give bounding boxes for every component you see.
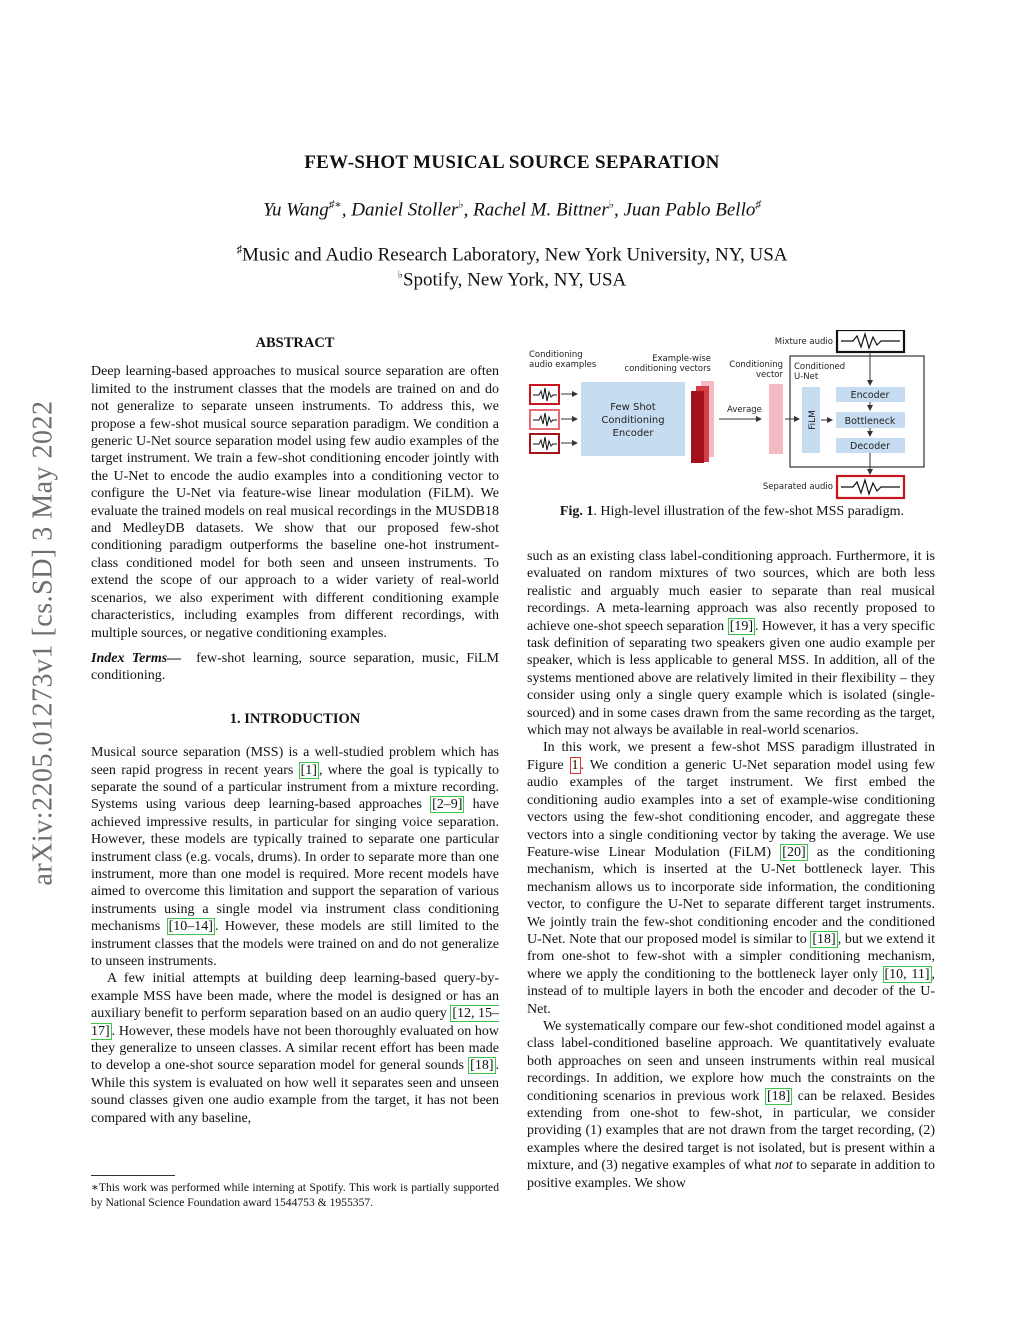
author-name: Rachel M. Bittner (473, 199, 609, 221)
paradigm-diagram (527, 330, 937, 502)
text-run: . While this system is evaluated on how well it separates seen and unseen sound classes given one audio example from the target, it has not been compared with any baseline, (91, 1058, 499, 1126)
left-column (91, 335, 499, 1127)
unet-label: Conditioned (794, 362, 846, 372)
text-run: In this work, we present a few-shot MSS paradigm illustrated in Figure (527, 740, 935, 773)
bottleneck-label: Bottleneck (844, 416, 896, 427)
example-vector-1 (691, 391, 704, 463)
figure-link[interactable]: 1 (571, 757, 579, 773)
emphasis: not (774, 1158, 793, 1174)
intro-paragraph-5 (527, 1018, 935, 1192)
intro-paragraph-4 (527, 739, 935, 1018)
author-mark: ♭ (458, 199, 464, 211)
separated-label: Separated audio (762, 482, 833, 492)
intro-paragraph-2 (91, 970, 499, 1127)
average-label: Average (727, 405, 762, 415)
author-name: Daniel Stoller (351, 199, 459, 221)
affiliation-mark: ♭ (397, 269, 403, 281)
arxiv-id: arXiv:2205.01273v1 [cs.SD] 3 May 2022 (28, 399, 59, 886)
film-label: FiLM (808, 410, 818, 430)
cond-audio-example-3 (530, 434, 559, 453)
footnote-divider (91, 1175, 175, 1176)
text-run: , where the goal is typically to separate the sound of a particular instrument from a mixture recording. Systems using various deep learning-based approaches (91, 762, 499, 813)
affiliation-spotify (0, 268, 1024, 291)
text-run: Musical source separation (MSS) is a well-studied problem which has seen rapid progress in recent years (91, 745, 499, 778)
citation-link[interactable]: [2–9] (432, 797, 463, 813)
figure-caption (527, 504, 937, 520)
cond-audio-example-2 (530, 410, 559, 429)
citation-link[interactable]: [18] (766, 1088, 791, 1104)
citation-link[interactable]: [10, 11] (884, 966, 930, 982)
text-run: We systematically compare our few-shot conditioned model against a class label-conditioned baseline approach. We quantitatively evaluate both approaches on seen and unseen instruments within real musical recordings. In addition, we explore how much the constraints on the conditioning scenarios in previous work (527, 1018, 935, 1104)
example-vectors-label-2: conditioning vectors (624, 364, 711, 374)
author-mark: ♯∗ (328, 199, 342, 211)
cond-examples-label-2: audio examples (529, 360, 597, 370)
citation-link[interactable]: [10–14] (168, 919, 213, 935)
citation-link[interactable]: [20] (782, 844, 806, 860)
cond-audio-example-1 (530, 385, 559, 404)
text-run: to separate in addition to positive examples. We show (527, 1158, 935, 1191)
citation-link[interactable]: [18] (470, 1058, 494, 1074)
affiliation-text: Music and Audio Research Laboratory, New York University, NY, USA (242, 244, 788, 266)
text-run: can be relaxed. Besides extending from one-shot to few-shot, in particular, we consider providing (1) examples that are not drawn from the target recording, (2) examples where the desired target is not isolated, but is present within a mixture, and (3) negative examples of what (527, 1088, 935, 1174)
mixture-label: Mixture audio (774, 337, 833, 347)
unet-label-2: U-Net (794, 372, 819, 382)
abstract-text: Deep learning-based approaches to musical source separation are often limited to the instrument classes that the models are trained on and do not generalize to separate unseen instruments. To address this, we propose a few-shot musical source separation paradigm. We condition a generic U-Net source separation model using few audio examples of the target instrument. We train a few-shot conditioning encoder jointly with the U-Net to encode the audio examples into a conditioning vector to configure the U-Net via feature-wise linear modulation (FiLM). We evaluate the trained models on real musical recordings in the MUSDB18 and MedleyDB datasets. We show that our proposed few-shot conditioning paradigm outperforms the baseline one-hot instrument-class conditioned model for both seen and unseen instruments. To extend the scope of our approach to a wider variety of real-world scenarios, we also experiment with different conditioning example characteristics, including examples from different recordings, with multiple sources, or negative conditioning examples. (91, 364, 499, 641)
citation-link[interactable]: [19] (729, 618, 754, 634)
cond-vector-label: Conditioning (729, 360, 783, 370)
affiliation-nyu (0, 244, 1024, 266)
citation-link[interactable]: [1] (300, 762, 317, 778)
text-run: . However, these models are still limited to the instrument classes that the models were trained on and do not generalize to unseen instruments. (91, 919, 499, 969)
encoder-label-1: Few Shot (610, 402, 656, 413)
right-column (527, 548, 935, 1192)
text-run: A few initial attempts at building deep learning-based query-by-example MSS have been made, where the model is designed or has an auxiliary benefit to perform separation based on an audio query (91, 971, 499, 1022)
text-run: as the conditioning mechanism, which is inserted at the U-Net bottleneck layer. This mechanism allows us to incorporate side information, the conditioning vector, to configure the U-Net to separate different target instruments. We jointly train the few-shot conditioning encoder and the conditioned U-Net. Note that our proposed model is similar to (527, 844, 936, 947)
author-mark: ♯ (755, 199, 761, 211)
citation-link[interactable]: [18] (812, 931, 836, 947)
intro-heading: 1. INTRODUCTION (229, 710, 361, 727)
caption-text: . High-level illustration of the few-shot MSS paradigm. (593, 504, 905, 519)
intro-paragraph-1 (91, 744, 499, 970)
figure-1 (527, 330, 937, 502)
unet-encoder-label: Encoder (850, 390, 890, 401)
arxiv-sidebar-stamp (24, 355, 64, 930)
author-list: Yu Wang♯∗, Daniel Stoller♭, Rachel M. Bittner♭, Juan Pablo Bello♯ (263, 199, 761, 221)
text-run: such as an existing class label-conditioning approach. Furthermore, it is evaluated on random mixtures of two sources, which are both less realistic and arguably much easier to separate than real musical recordings. A meta-learning approach was also recently proposed to achieve one-shot speech separation (527, 549, 935, 634)
index-terms-text: few-shot learning, source separation, music, FiLM conditioning. (91, 650, 500, 684)
cond-vector-label-2: vector (756, 370, 783, 380)
encoder-label-3: Encoder (612, 428, 654, 439)
citation-link[interactable]: [12, 15–17] (91, 1006, 499, 1039)
text-run: , instead of to multiple layers in both the encoder and decoder of the U-Net. (527, 966, 935, 1017)
encoder-label-2: Conditioning (601, 415, 665, 426)
index-terms (91, 650, 499, 685)
conditioning-vector (769, 384, 783, 454)
author-name: Juan Pablo Bello (623, 199, 756, 221)
abstract-heading: ABSTRACT (255, 335, 335, 351)
text-run: , but we extend it from one-shot to few-shot with a simpler conditioning mechanism, where we apply the conditioning to the bottleneck layer only (527, 931, 935, 982)
paper-title: FEW-SHOT MUSICAL SOURCE SEPARATION (304, 152, 720, 173)
text-run: have achieved impressive results, in particular for singing voice separation. However, these models are typically trained to separate one particular instrument class (e.g. vocals, drums). In order to separate more than one instrument, more than one model is required. More recent models have aimed to overcome this limitation and support the separation of various instruments using a single model via instrument class conditioning mechanisms (91, 797, 499, 935)
affiliation-mark: ♯ (236, 244, 242, 256)
index-terms-label: Index Terms— (91, 650, 182, 666)
footnote: ∗This work was performed while interning at Spotify. This work is partially supported by National Science Foundation award 1544753 & 1955357. (91, 1181, 499, 1209)
text-run: . However, it has a very specific task definition of separating two speakers given one audio example per speaker, which is less applicable to general MSS. In addition, all of the systems mentioned above are relatively limited in their flexibility – they consider using only a single query example which is isolated (single-sourced) and in some cases drawn from the same recording as the target, which may not always be available in real-world scenarios. (527, 618, 935, 739)
caption-label: Fig. 1 (559, 504, 594, 519)
text-run: . However, these models have not been thoroughly evaluated on how they generalize to unseen classes. A similar recent effort has been made to develop a one-shot source separation model for general sounds (91, 1023, 499, 1074)
decoder-label: Decoder (850, 441, 890, 452)
intro-paragraph-3 (527, 548, 935, 739)
author-mark: ♭ (608, 199, 614, 211)
text-run: . We condition a generic U-Net separation model using few audio examples of the target instrument. We first embed the conditioning audio examples into a set of example-wise conditioning vectors using the few-shot conditioning encoder, and aggregate these vectors into a single conditioning vector by taking the average. We use Feature-wise Linear Modulation (FiLM) (527, 757, 935, 860)
affiliation-text: Spotify, New York, NY, USA (402, 269, 627, 291)
example-vectors-label: Example-wise (652, 354, 711, 364)
author-name: Yu Wang (263, 199, 329, 221)
cond-examples-label: Conditioning (529, 350, 583, 360)
